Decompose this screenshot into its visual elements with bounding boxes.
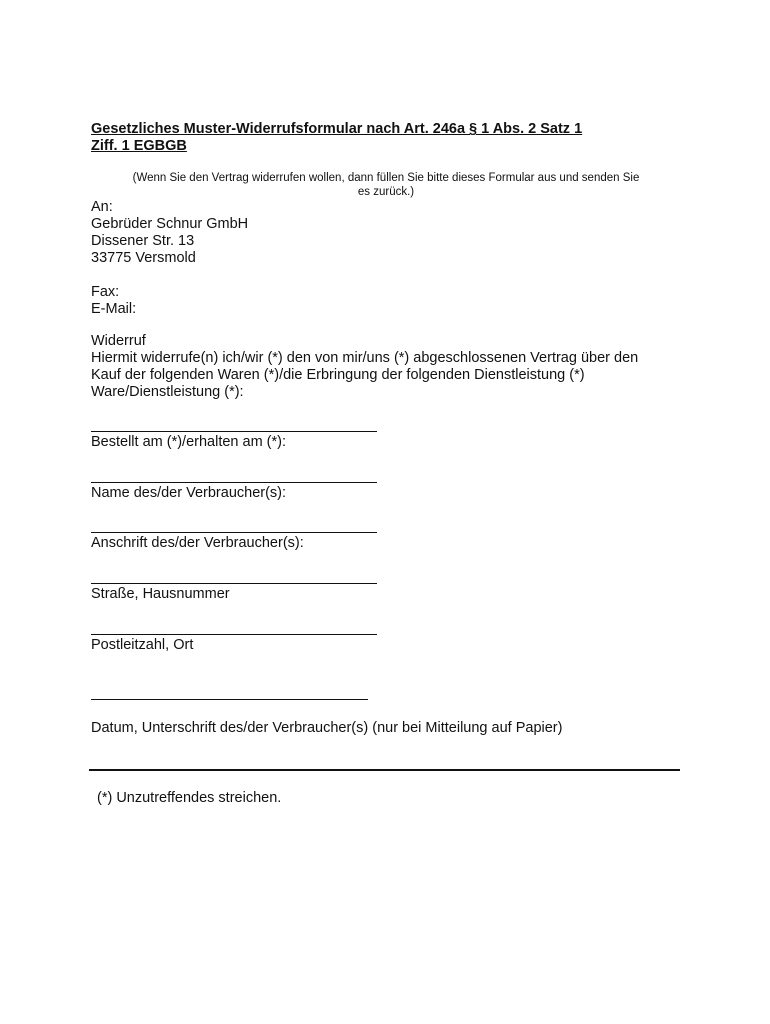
footnote: (*) Unzutreffendes streichen. (97, 790, 282, 806)
consumer-name-blank-line (91, 482, 377, 483)
street-label: Straße, Hausnummer (91, 586, 230, 602)
street-blank-line (91, 583, 377, 584)
signature-label: Datum, Unterschrift des/der Verbraucher(s) (nur bei Mitteilung auf Papier) (91, 720, 563, 736)
email-label: E-Mail: (91, 301, 137, 317)
withdrawal-text-line-2: Kauf der folgenden Waren (*)/die Erbringung der folgenden Dienstleistung (*) (91, 367, 585, 383)
postcode-city-blank-line (91, 634, 377, 635)
recipient-city: 33775 Versmold (91, 250, 196, 266)
withdrawal-text-line-3: Ware/Dienstleistung (*): (91, 384, 244, 400)
form-title-line-1: Gesetzliches Muster-Widerrufsformular nach Art. 246a § 1 Abs. 2 Satz 1 (91, 121, 583, 137)
recipient-label: An: (91, 199, 113, 215)
horizontal-divider (89, 769, 680, 771)
signature-blank-line (91, 699, 368, 700)
postcode-city-label: Postleitzahl, Ort (91, 637, 194, 653)
order-date-label: Bestellt am (*)/erhalten am (*): (91, 434, 287, 450)
instruction-line-1: (Wenn Sie den Vertrag widerrufen wollen, dann füllen Sie bitte dieses Formular aus und senden Sie (132, 172, 640, 184)
recipient-company: Gebrüder Schnur GmbH (91, 216, 249, 232)
instruction-line-2: es zurück.) (357, 186, 415, 198)
withdrawal-text-line-1: Hiermit widerrufe(n) ich/wir (*) den von mir/uns (*) abgeschlossenen Vertrag über den (91, 350, 639, 366)
fax-label: Fax: (91, 284, 120, 300)
consumer-name-label: Name des/der Verbraucher(s): (91, 485, 287, 501)
withdrawal-heading: Widerruf (91, 333, 146, 349)
recipient-street: Dissener Str. 13 (91, 233, 195, 249)
form-title-line-2: Ziff. 1 EGBGB (91, 138, 187, 154)
order-date-blank-line (91, 431, 377, 432)
consumer-address-blank-line (91, 532, 377, 533)
consumer-address-label: Anschrift des/der Verbraucher(s): (91, 535, 304, 551)
